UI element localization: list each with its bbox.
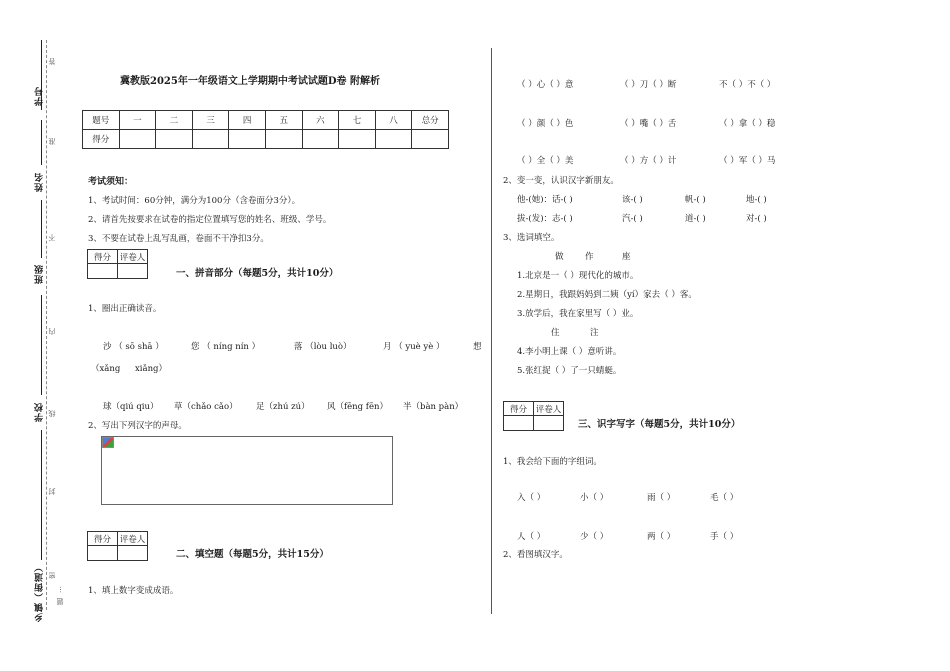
score-table xyxy=(82,110,449,149)
score-header-cell: 七 xyxy=(339,111,376,130)
word-choice: 座 xyxy=(622,252,631,262)
grader-marker-label: 评卷人 xyxy=(534,402,564,416)
pinyin-item: 想 xyxy=(473,342,482,352)
grader-box-1 xyxy=(87,249,148,279)
section-3-title: 三、识字写字（每题5分，共计10分） xyxy=(578,419,741,430)
binding-label-town: 乡镇（街道） xyxy=(35,562,45,622)
bian-item: 对-( ) xyxy=(746,214,767,224)
idiom-item: 不（ ）不（ ） xyxy=(719,80,776,90)
fill-sentence: 5.张红捉（ ）了一只蜻蜓。 xyxy=(517,366,622,376)
score-header-cell: 三 xyxy=(192,111,229,130)
notice-item-1: 1、考试时间：60分钟，满分为100分（含卷面分3分）。 xyxy=(88,196,301,206)
idiom-item: （ ）颜（ ）色 xyxy=(517,119,574,129)
score-cell[interactable] xyxy=(119,130,156,149)
right-q3: 3、选词填空。 xyxy=(503,233,560,243)
idiom-item: （ ）心（ ）意 xyxy=(517,80,574,90)
score-header-cell: 四 xyxy=(229,111,266,130)
seal-char-7: 密 xyxy=(48,572,56,579)
pinyin-item: 您 （ níng nín ） xyxy=(191,342,261,352)
seal-char-2: 准 xyxy=(48,138,56,145)
pinyin-item: 月 （ yuè yè ） xyxy=(383,342,445,352)
section-2-q1: 1、填上数字变成成语。 xyxy=(88,586,179,596)
grader-score-label: 得分 xyxy=(504,402,534,416)
notice-item-2: 2、请首先按要求在试卷的指定位置填写您的姓名、班级、学号。 xyxy=(88,215,332,225)
idiom-item: （ ）刀（ ）断 xyxy=(620,80,677,90)
score-header-cell: 八 xyxy=(375,111,412,130)
idiom-item: （ ）方（ ）计 xyxy=(620,156,677,166)
pinyin-item: 落 （lòu luò） xyxy=(294,342,352,352)
fill-sentence: 3.放学后，我在家里写（ ）业。 xyxy=(517,309,639,319)
score-header-cell: 二 xyxy=(156,111,193,130)
column-divider xyxy=(491,48,492,614)
seal-char-8: 题 xyxy=(56,598,64,605)
score-table-header-row xyxy=(83,111,449,130)
score-header-cell: 一 xyxy=(119,111,156,130)
binding-label-name: 姓名 xyxy=(35,172,45,192)
fill-sentence: 4.李小明上课（ ）意听讲。 xyxy=(517,347,622,357)
seal-char-4: 内 xyxy=(48,328,56,335)
word-group-item: 入（ ） xyxy=(517,493,546,503)
pinyin-item: 足（zhú zú） xyxy=(256,402,310,412)
seal-dots: … xyxy=(55,586,63,593)
binding-line-5 xyxy=(41,430,42,560)
bian-item: 拔-(发)：志-( ) xyxy=(517,214,573,224)
pinyin-item: 风（fēng fēn） xyxy=(327,402,388,412)
grader-box-3 xyxy=(503,401,564,431)
score-cell[interactable] xyxy=(156,130,193,149)
idiom-item: （ ）军（ ）马 xyxy=(719,156,776,166)
word-choice: 做 xyxy=(555,252,564,262)
seal-char-1: 答 xyxy=(48,58,56,65)
section-1-q2: 2、写出下列汉字的声母。 xyxy=(88,421,187,431)
word-group-item: 手（ ） xyxy=(710,532,739,542)
bian-item: 该-( ) xyxy=(622,195,643,205)
idiom-item: （ ）全（ ）美 xyxy=(517,156,574,166)
broken-image-icon xyxy=(102,437,114,448)
bian-item: 他-(她)：话-( ) xyxy=(517,195,573,205)
section-2-title: 二、填空题（每题5分，共计15分） xyxy=(176,549,329,560)
word-group-item: 人（ ） xyxy=(517,532,546,542)
score-cell[interactable] xyxy=(375,130,412,149)
word-choice: 住 xyxy=(551,328,560,338)
idiom-item: （ ）嘴（ ）舌 xyxy=(620,119,677,129)
score-cell[interactable] xyxy=(265,130,302,149)
word-group-item: 雨（ ） xyxy=(647,493,676,503)
grader-score-cell[interactable] xyxy=(88,546,118,561)
grader-score-cell[interactable] xyxy=(88,264,118,279)
grader-marker-cell[interactable] xyxy=(118,264,148,279)
grader-box-2 xyxy=(87,531,148,561)
idiom-item: （ ）拿（ ）稳 xyxy=(719,119,776,129)
word-choice: 注 xyxy=(590,328,599,338)
binding-label-id: 学号 xyxy=(35,86,45,106)
bian-item: 道-( ) xyxy=(685,214,706,224)
section-3-q1: 1、我会给下面的字组词。 xyxy=(503,457,602,467)
pinyin-item: 草（chǎo cǎo） xyxy=(174,402,238,412)
word-group-item: 少（ ） xyxy=(580,532,609,542)
seal-char-5: 线 xyxy=(48,410,56,417)
notice-heading: 考试须知： xyxy=(88,177,134,187)
grader-marker-label: 评卷人 xyxy=(118,250,148,264)
score-cell[interactable] xyxy=(229,130,266,149)
score-header-cell: 题号 xyxy=(83,111,120,130)
seal-char-3: 不 xyxy=(48,234,56,241)
answer-image-box xyxy=(101,436,393,505)
seal-char-6: 封 xyxy=(48,488,56,495)
section-3-q2: 2、看图填汉字。 xyxy=(503,550,568,560)
word-group-item: 毛（ ） xyxy=(710,493,739,503)
binding-dash-line xyxy=(46,40,47,610)
score-table-score-row xyxy=(83,130,449,149)
pinyin-item: （xǎng xyxy=(91,364,121,374)
binding-label-class: 班级 xyxy=(35,264,45,284)
bian-item: 地-( ) xyxy=(746,195,767,205)
pinyin-item: 半（bàn pàn） xyxy=(403,402,464,412)
section-1-q1: 1、圈出正确读音。 xyxy=(88,304,162,314)
fill-sentence: 1.北京是一（ ）现代化的城市。 xyxy=(517,271,639,281)
notice-item-3: 3、不要在试卷上乱写乱画，卷面不干净扣3分。 xyxy=(88,234,269,244)
binding-line-4 xyxy=(41,295,42,395)
right-q2: 2、变一变，认识汉字新朋友。 xyxy=(503,176,619,186)
pinyin-item: 沙 （ sō shā ） xyxy=(103,342,164,352)
score-header-cell: 六 xyxy=(302,111,339,130)
grader-score-label: 得分 xyxy=(88,250,118,264)
bian-item: 帆-( ) xyxy=(685,195,706,205)
grader-score-label: 得分 xyxy=(88,532,118,546)
binding-label-school: 学校 xyxy=(35,402,45,422)
grader-marker-cell[interactable] xyxy=(534,416,564,431)
word-group-item: 两（ ） xyxy=(647,532,676,542)
pinyin-item: xiǎng） xyxy=(135,364,167,374)
binding-line-3 xyxy=(41,200,42,258)
score-row-label: 得分 xyxy=(83,130,120,149)
fill-sentence: 2.星期日，我跟妈妈到二姨（yí）家去（ ）客。 xyxy=(517,290,697,300)
grader-marker-label: 评卷人 xyxy=(118,532,148,546)
grader-marker-cell[interactable] xyxy=(118,546,148,561)
binding-line-2 xyxy=(41,120,42,165)
section-1-title: 一、拼音部分（每题5分，共计10分） xyxy=(176,268,339,279)
word-choice: 作 xyxy=(585,252,594,262)
score-cell[interactable] xyxy=(192,130,229,149)
pinyin-item: 球（qiú qiu） xyxy=(103,402,159,412)
exam-title: 冀教版2025年一年级语文上学期期中考试试题D卷 附解析 xyxy=(120,76,380,87)
score-header-cell: 总分 xyxy=(412,111,449,130)
bian-item: 汽-( ) xyxy=(622,214,643,224)
score-cell[interactable] xyxy=(302,130,339,149)
score-cell[interactable] xyxy=(339,130,376,149)
score-header-cell: 五 xyxy=(265,111,302,130)
word-group-item: 小（ ） xyxy=(580,493,609,503)
score-cell[interactable] xyxy=(412,130,449,149)
grader-score-cell[interactable] xyxy=(504,416,534,431)
